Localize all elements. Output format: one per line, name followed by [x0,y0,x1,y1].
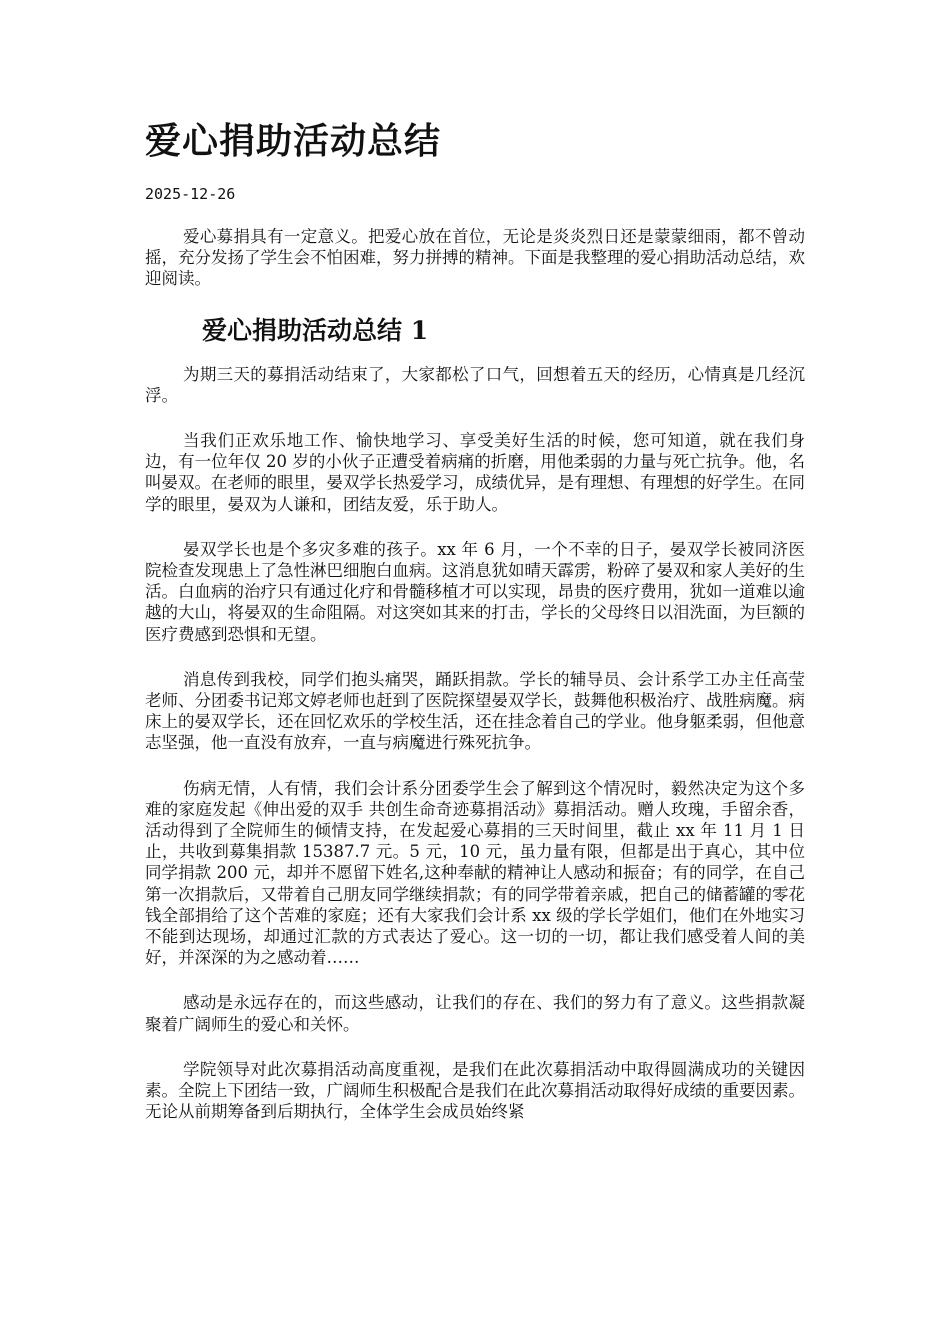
body-paragraph: 消息传到我校，同学们抱头痛哭，踊跃捐款。学长的辅导员、会计系学工办主任高莹老师、分团委书记郑文婷老师也赶到了医院探望晏双学长，鼓舞他积极治疗、战胜病魔。病床上的晏双学长，还在回忆欢乐的学校生活，还在挂念着自己的学业。他身躯柔弱，但他意志坚强，他一直没有放弃，一直与病魔进行殊死抗争。 [145,669,805,753]
document-date: 2025-12-26 [145,185,236,203]
intro-paragraph: 爱心募捐具有一定意义。把爱心放在首位，无论是炎炎烈日还是蒙蒙细雨，都不曾动摇，充分发扬了学生会不怕困难，努力拼搏的精神。下面是我整理的爱心捐助活动总结，欢迎阅读。 [145,227,805,289]
body-paragraph: 感动是永远存在的，而这些感动，让我们的存在、我们的努力有了意义。这些捐款凝聚着广阔师生的爱心和关怀。 [145,993,805,1034]
document-body [145,226,805,1147]
section-heading: 爱心捐助活动总结 1 [202,315,429,345]
body-paragraph: 伤病无情，人有情，我们会计系分团委学生会了解到这个情况时，毅然决定为这个多难的家庭发起《伸出爱的双手 共创生命奇迹募捐活动》募捐活动。赠人玫瑰，手留余香，活动得到了全院师生的倾情支持，在发起爱心募捐的三天时间里，截止 xx 年 11 月 1 日止，共收到募集捐款 15387.7 元。5 元，10 元，虽力量有限，但都是出于真心，其中位同学捐款 200 元，却并不愿留下姓名,这种奉献的精神让人感动和振奋；有的同学，在自己第一次捐款后，又带着自己朋友同学继续捐款；有的同学带着亲戚，把自己的储蓄罐的零花钱全部捐给了这个苦难的家庭；还有大家我们会计系 xx 级的学长学姐们，他们在外地实习不能到达现场，却通过汇款的方式表达了爱心。这一切的一切，都让我们感受着人间的美好，并深深的为之感动着…… [145,778,805,968]
body-paragraph: 当我们正欢乐地工作、愉快地学习、享受美好生活的时候，您可知道，就在我们身边，有一位年仅 20 岁的小伙子正遭受着病痛的折磨，用他柔弱的力量与死亡抗争。他，名叫晏双。在老师的眼里，晏双学长热爱学习，成绩优异，是有理想、有理想的好学生。在同学的眼里，晏双为人谦和，团结友爱，乐于助人。 [145,431,805,514]
document-title: 爱心捐助活动总结 [145,120,442,162]
body-paragraph: 学院领导对此次募捐活动高度重视，是我们在此次募捐活动中取得圆满成功的关键因素。全院上下团结一致，广阔师生积极配合是我们在此次募捐活动取得好成绩的重要因素。无论从前期筹备到后期执行，全体学生会成员始终紧 [145,1059,805,1122]
body-paragraph: 为期三天的募捐活动结束了，大家都松了口气，回想着五天的经历，心情真是几经沉浮。 [145,364,805,405]
body-paragraph: 晏双学长也是个多灾多难的孩子。xx 年 6 月，一个不幸的日子，晏双学长被同济医院检查发现患上了急性淋巴细胞白血病。这消息犹如晴天霹雳，粉碎了晏双和家人美好的生活。白血病的治疗只有通过化疗和骨髓移植才可以实现，昂贵的医疗费用，犹如一道难以逾越的大山，将晏双的生命阻隔。对这突如其来的打击，学长的父母终日以泪洗面，为巨额的医疗费感到恐惧和无望。 [145,539,805,644]
